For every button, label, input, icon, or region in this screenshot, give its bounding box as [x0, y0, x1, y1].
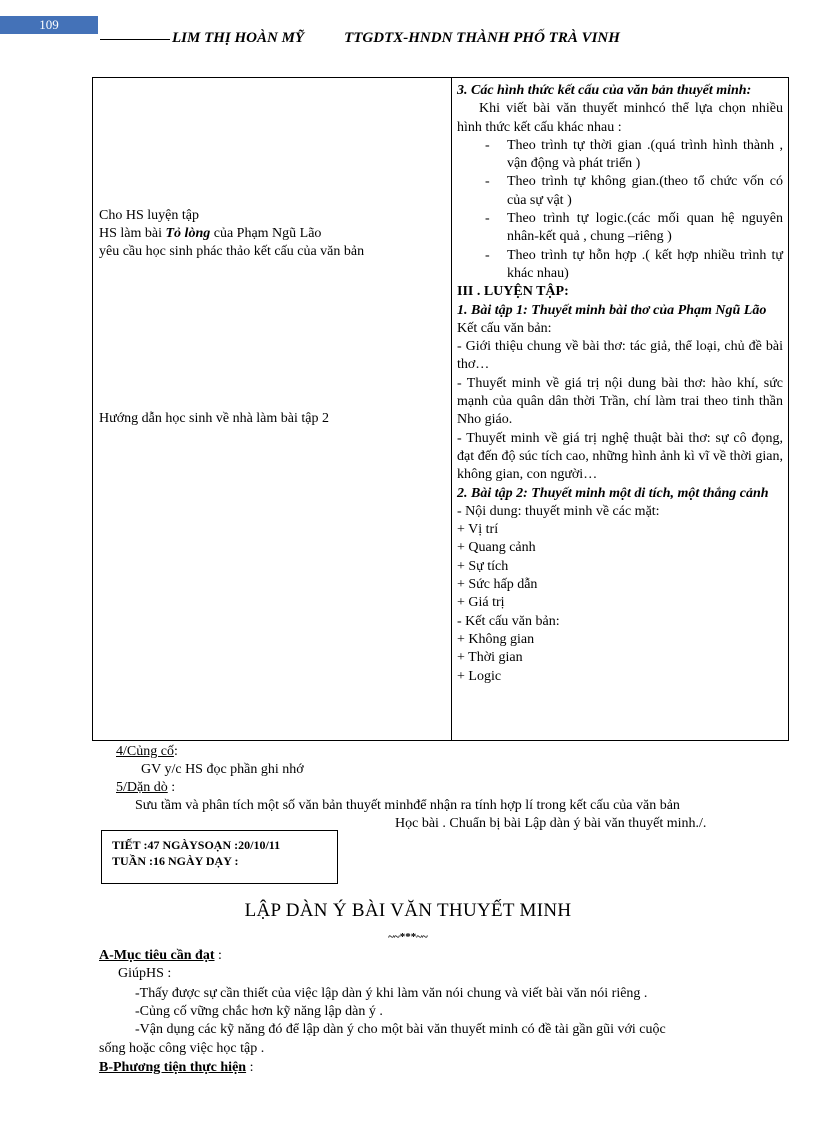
heading-exercise-2: 2. Bài tập 2: Thuyết minh một di tích, một thắng cảnh [457, 485, 769, 501]
content-column [457, 82, 783, 686]
homework-body-2: Học bài . Chuẩn bị bài Lập dàn ý bài văn thuyết minh./. [395, 816, 707, 831]
section-a-label: A-Mục tiêu cần đạt [99, 948, 215, 963]
heading-exercise-1: 1. Bài tập 1: Thuyết minh bài thơ của Phạm Ngũ Lão [457, 302, 767, 318]
aspect-item: + Vị trí [457, 522, 499, 538]
list-item [457, 137, 783, 174]
homework-heading [116, 780, 175, 796]
dash: - [485, 211, 490, 227]
text-structure: Kết cấu văn bản: [457, 320, 552, 336]
lesson-period: TIẾT :47 NGÀYSOẠN :20/10/11 [112, 838, 281, 852]
structure-item: + Thời gian [457, 650, 523, 666]
header-author: LIM THỊ HOÀN MỸ [172, 30, 305, 46]
objective-item-cont: sống hoặc công việc học tập . [99, 1041, 265, 1056]
exercise-1-point: - Thuyết minh về giá trị nội dung bài thơ: hào khí, sức mạnh của quân dân thời Trần, chí làm trai theo tinh thần Nho giáo. [457, 375, 783, 428]
list-item [457, 173, 783, 210]
left-line-1: Cho HS luyện tập [99, 208, 199, 223]
left-line-4: Hướng dẫn học sinh về nhà làm bài tập 2 [99, 411, 329, 426]
list-item [457, 247, 783, 284]
list-item-text: Theo trình tự thời gian .(quá trình hình thành , vận động và phát triển ) [507, 137, 783, 172]
homework-colon: : [167, 780, 176, 795]
left-line-3: yêu cầu học sinh phác thảo kết cấu của văn bản [99, 244, 365, 259]
structure-item: + Không gian [457, 631, 535, 647]
exercise-1-point: - Thuyết minh về giá trị nghệ thuật bài thơ: sự cô đọng, đạt đến độ súc tích cao, những hình ảnh kì vĩ về thời gian, không gian, con người… [457, 430, 783, 483]
structure-intro: - Kết cấu văn bản: [457, 613, 560, 629]
objective-item: -Thấy được sự cần thiết của việc lập dàn ý khi làm văn nói chung và viết bài văn nói riêng . [135, 986, 648, 1001]
dash: - [485, 174, 490, 190]
consolidation-label: 4/Củng cố [116, 744, 174, 759]
consolidation-colon: : [173, 744, 178, 759]
consolidation-body: GV y/c HS đọc phần ghi nhớ [141, 762, 304, 777]
dash: - [485, 247, 490, 263]
list-item-text: Theo trình tự logic.(các mối quan hệ nguyên nhân-kết quả , chung –riêng ) [507, 211, 783, 245]
exercise-1-point: - Giới thiệu chung về bài thơ: tác giả, thể loại, chủ đề bài thơ… [457, 339, 783, 373]
page-number: 109 [0, 16, 98, 34]
header-org: TTGDTX-HNDN THÀNH PHỐ TRÀ VINH [344, 30, 620, 46]
structure-item: + Logic [457, 668, 502, 684]
lesson-info-box [101, 830, 338, 884]
list-item [457, 210, 783, 247]
lesson-title: LẬP DÀN Ý BÀI VĂN THUYẾT MINH [244, 900, 572, 921]
section-b-label: B-Phương tiện thực hiện [99, 1060, 247, 1075]
content-intro: - Nội dung: thuyết minh về các mặt: [457, 503, 660, 519]
header-rule [100, 39, 170, 40]
section-a-heading [99, 948, 222, 964]
section-a-intro: GiúpHS : [118, 966, 172, 981]
section-a-colon: : [214, 948, 222, 963]
consolidation-heading [116, 744, 178, 760]
section-b-colon: : [246, 1060, 254, 1075]
aspect-item: + Quang cảnh [457, 540, 536, 556]
objective-item: -Củng cố vững chắc hơn kỹ năng lập dàn ý . [135, 1004, 383, 1019]
left-line-2 [99, 226, 321, 242]
title-ornament: ~~***~~ [388, 931, 428, 943]
section-b-heading [99, 1060, 253, 1076]
left-line-2-a: HS làm bài [99, 226, 166, 241]
heading-practice: III . LUYỆN TẬP: [457, 284, 569, 300]
objective-item: -Vận dụng các kỹ năng đó để lập dàn ý cho một bài văn thuyết minh có đề tài gần gũi với cuộc [135, 1022, 666, 1037]
page-header [100, 30, 620, 47]
heading-structure-forms: 3. Các hình thức kết cấu của văn bản thuyết minh: [457, 83, 752, 98]
aspect-item: + Sự tích [457, 558, 509, 574]
lesson-table [92, 77, 789, 741]
list-item-text: Theo trình tự hỗn hợp .( kết hợp nhiều trình tự khác nhau) [507, 247, 783, 281]
homework-label: 5/Dặn dò [116, 780, 168, 795]
paragraph-intro: Khi viết bài văn thuyết minhcó thể lựa chọn nhiều hình thức kết cấu khác nhau : [457, 101, 783, 135]
left-line-2-c: của Phạm Ngũ Lão [210, 226, 322, 241]
aspect-item: + Giá trị [457, 595, 505, 611]
dash: - [485, 137, 490, 153]
left-line-2-title: Tỏ lòng [165, 226, 211, 241]
lesson-week: TUẦN :16 NGÀY DẠY : [112, 854, 239, 868]
column-divider [451, 78, 452, 740]
list-item-text: Theo trình tự không gian.(theo tổ chức vốn có của sự vật ) [507, 174, 783, 208]
aspect-item: + Sức hấp dẫn [457, 577, 538, 593]
homework-body-1: Sưu tầm và phân tích một số văn bản thuyết minhđể nhận ra tính hợp lí trong kết cấu của văn bản [135, 798, 680, 813]
